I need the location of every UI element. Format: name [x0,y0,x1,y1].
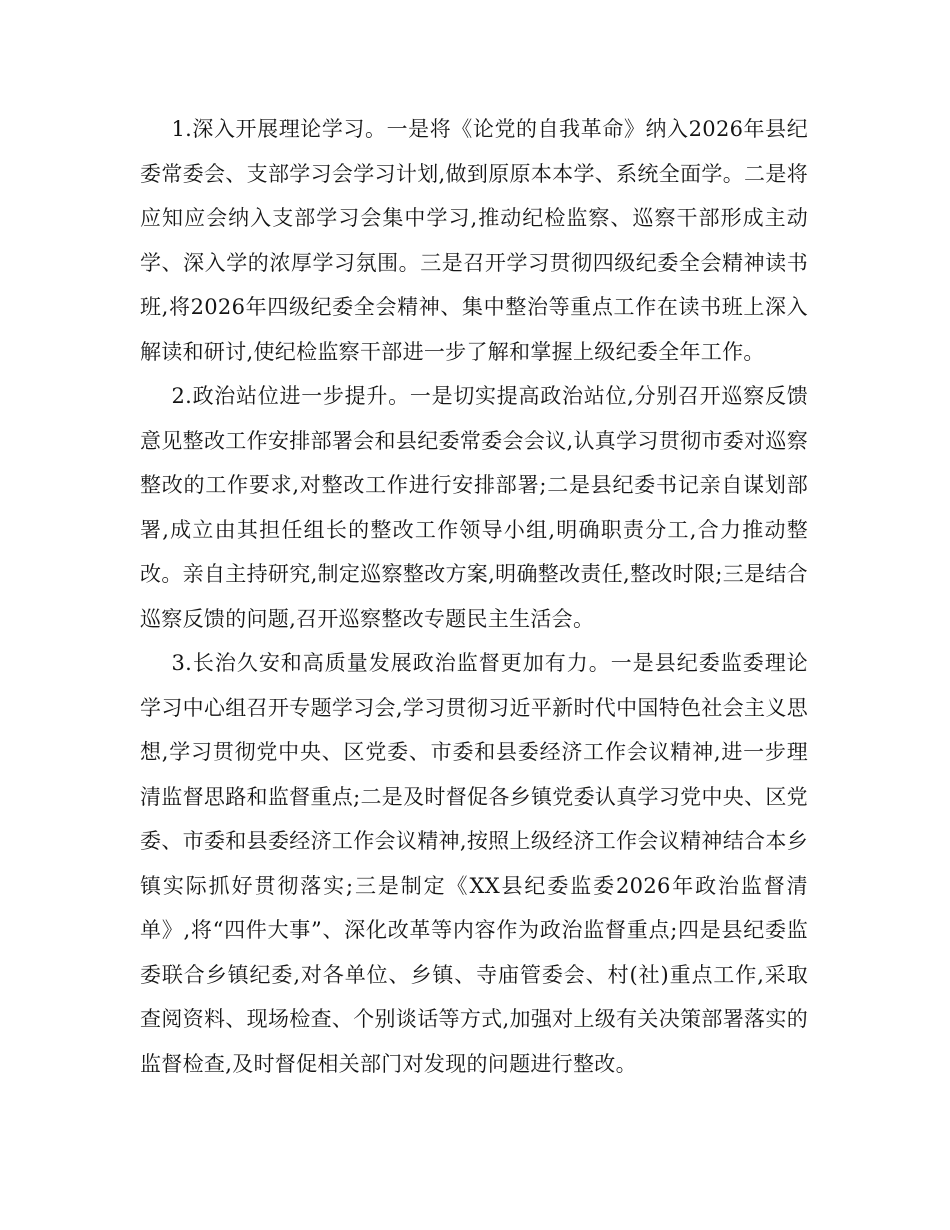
paragraph-political-supervision: 3.长治久安和高质量发展政治监督更加有力。一是县纪委监委理论学习中心组召开专题学习会,学习贯彻习近平新时代中国特色社会主义思想,学习贯彻党中央、区党委、市委和县委经济工作会议精神,进一步理清监督思路和监督重点;二是及时督促各乡镇党委认真学习党中央、区党委、市委和县委经济工作会议精神,按照上级经济工作会议精神结合本乡镇实际抓好贯彻落实;三是制定《XX县纪委监委2026年政治监督清单》,将“四件大事”、深化改革等内容作为政治监督重点;四是县纪委监委联合乡镇纪委,对各单位、乡镇、寺庙管委会、村(社)重点工作,采取查阅资料、现场检查、个别谈话等方式,加强对上级有关决策部署落实的监督检查,及时督促相关部门对发现的问题进行整改。 [140,651,808,1076]
paragraph-political-stance: 2.政治站位进一步提升。一是切实提高政治站位,分别召开巡察反馈意见整改工作安排部署会和县纪委常委会会议,认真学习贯彻市委对巡察整改的工作要求,对整改工作进行安排部署;二是县纪委书记亲自谋划部署,成立由其担任组长的整改工作领导小组,明确职责分工,合力推动整改。亲自主持研究,制定巡察整改方案,明确整改责任,整改时限;三是结合巡察反馈的问题,召开巡察整改专题民主生活会。 [140,384,808,631]
document-body [140,107,808,1086]
paragraph-theory-study: 1.深入开展理论学习。一是将《论党的自我革命》纳入2026年县纪委常委会、支部学习会学习计划,做到原原本本学、系统全面学。二是将应知应会纳入支部学习会集中学习,推动纪检监察、巡察干部形成主动学、深入学的浓厚学习氛围。三是召开学习贯彻四级纪委全会精神读书班,将2026年四级纪委全会精神、集中整治等重点工作在读书班上深入解读和研讨,使纪检监察干部进一步了解和掌握上级纪委全年工作。 [140,117,808,364]
